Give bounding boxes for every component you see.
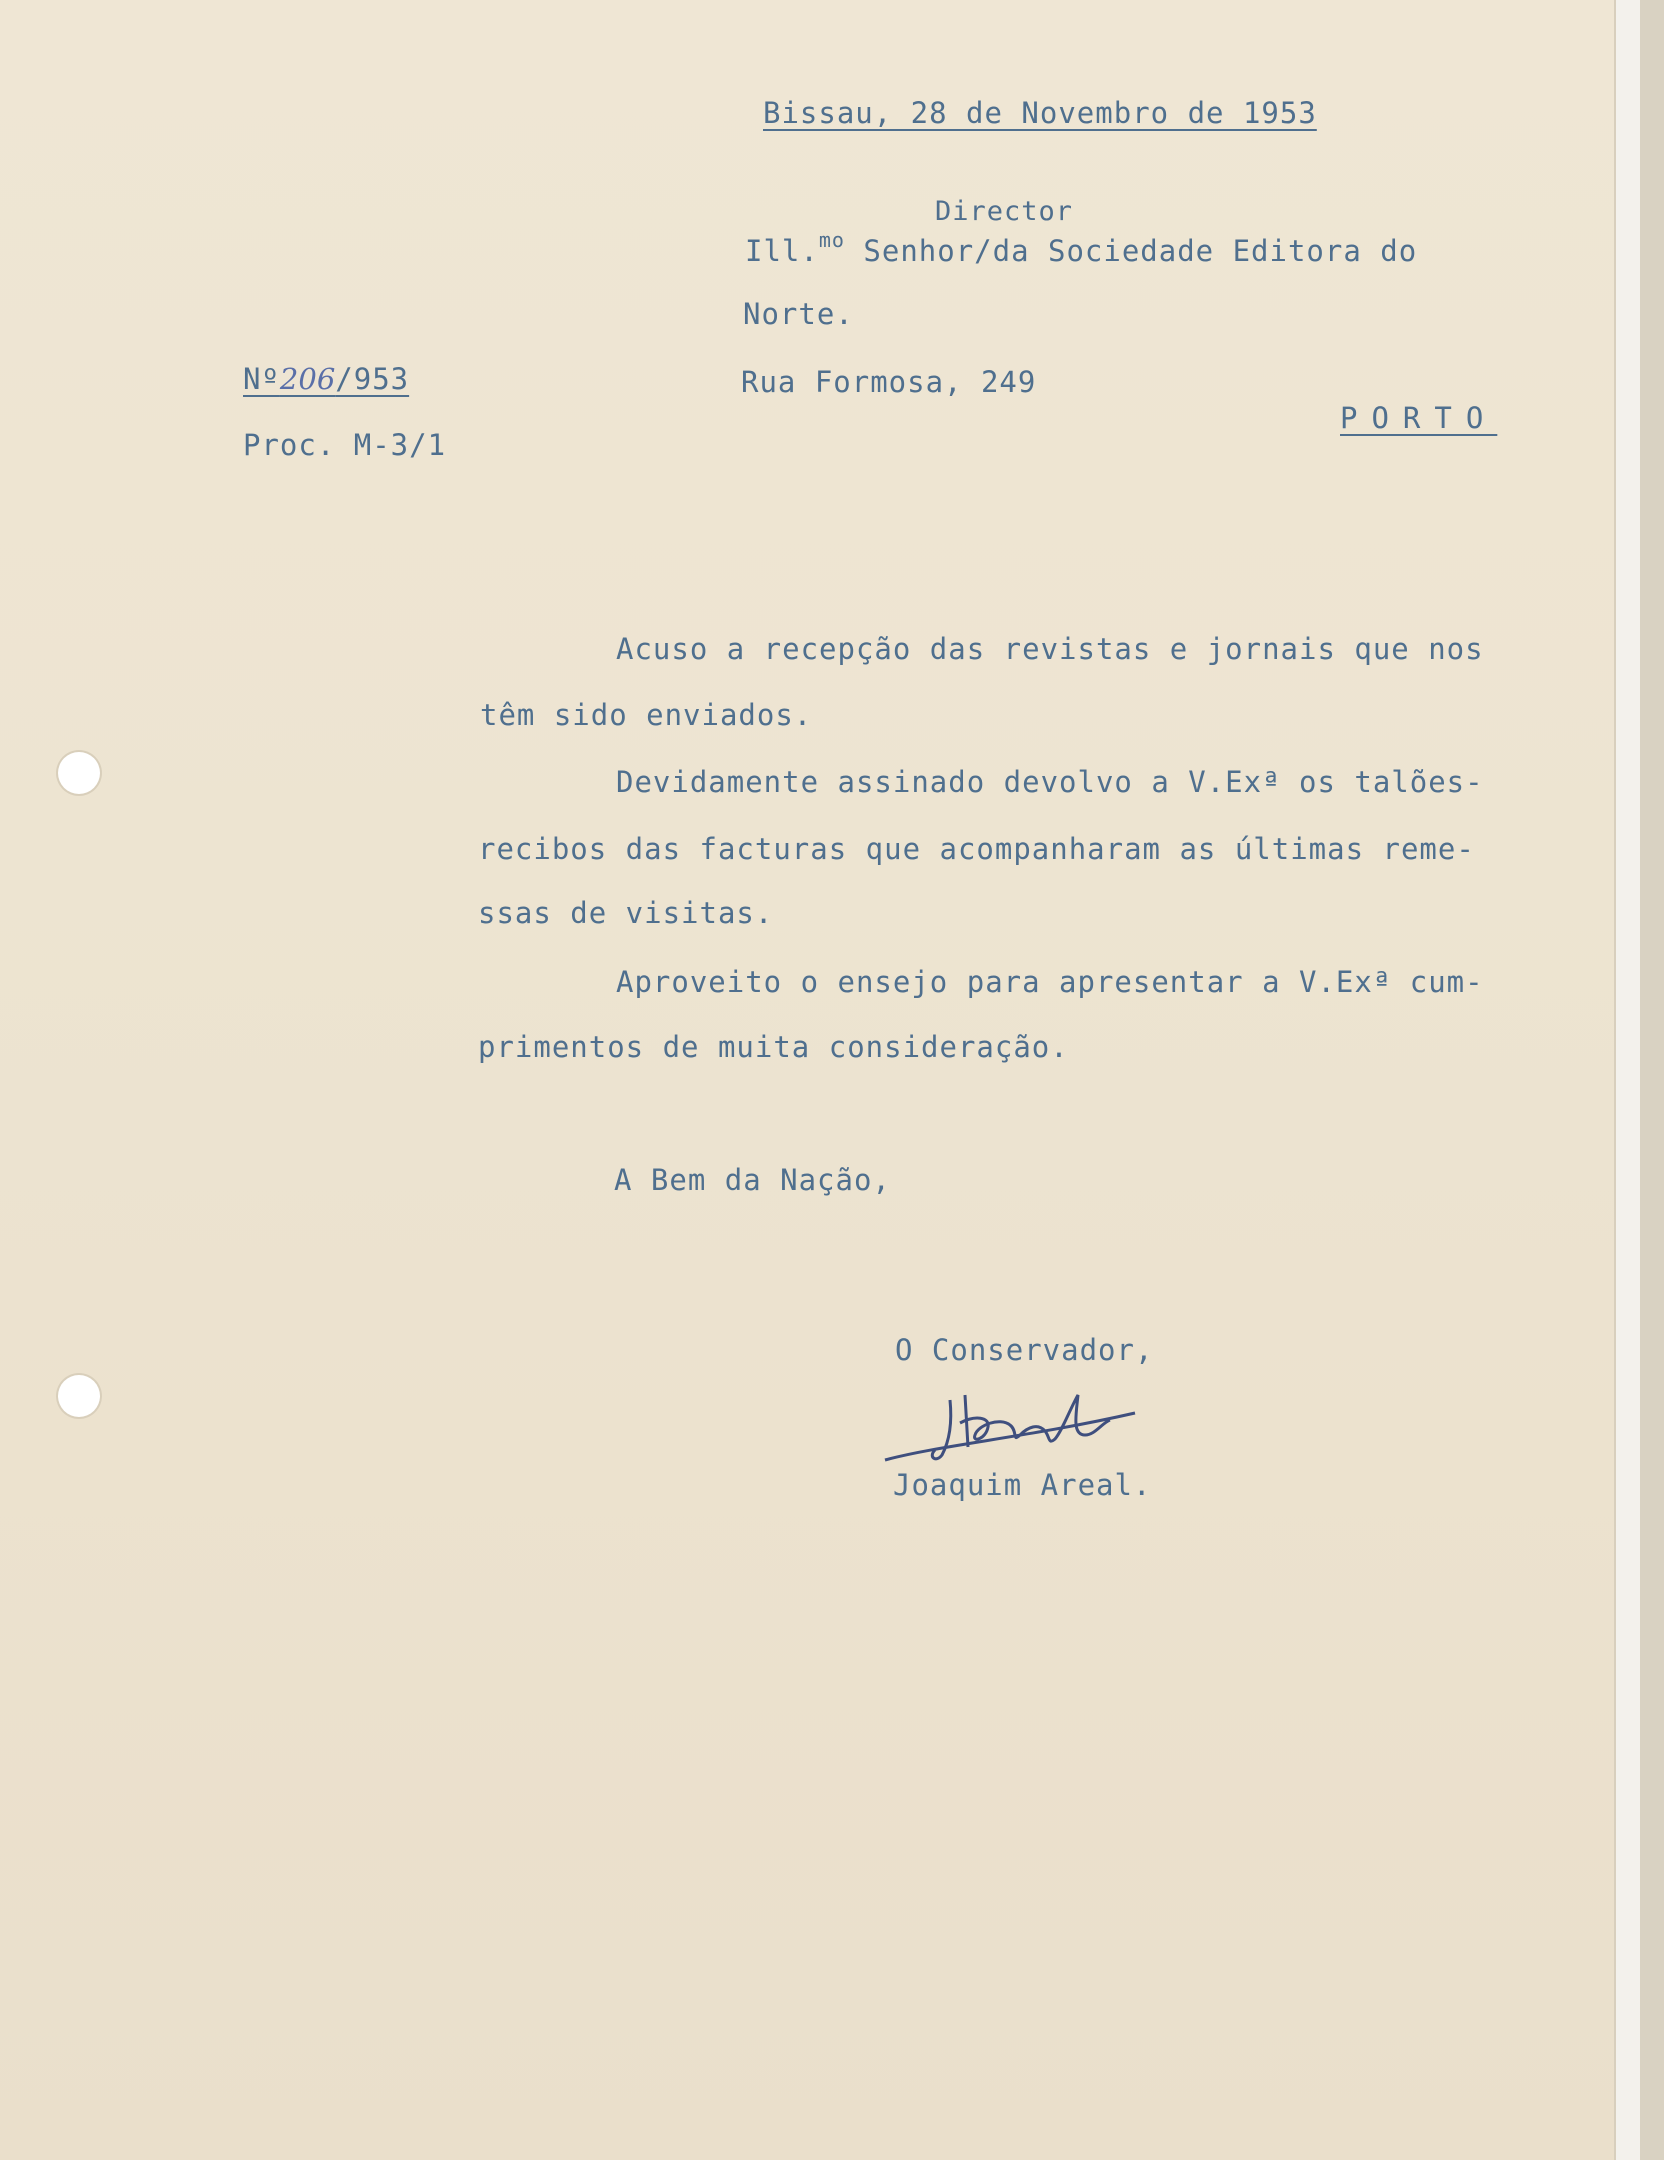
body-p2-line3: ssas de visitas. <box>478 896 774 930</box>
number-prefix: Nº <box>243 362 280 396</box>
body-p3-line1: Aproveito o ensejo para apresentar a V.Exª cum- <box>616 965 1484 999</box>
page-edge <box>1614 0 1640 2160</box>
process-reference: Proc. M-3/1 <box>243 428 447 462</box>
number-suffix: /953 <box>335 362 410 396</box>
addressee-street: Rua Formosa, 249 <box>741 365 1037 399</box>
addressee-text: Senhor/da Sociedade Editora do <box>863 234 1418 268</box>
reference-number <box>243 362 409 396</box>
punch-hole-top <box>58 752 100 794</box>
closing-salutation: A Bem da Nação, <box>614 1163 891 1197</box>
signatory-name: Joaquim Areal. <box>893 1468 1152 1502</box>
signature-mark <box>880 1365 1150 1475</box>
body-p1-line2: têm sido enviados. <box>480 698 813 732</box>
body-p2-line1: Devidamente assinado devolvo a V.Exª os talões- <box>616 765 1484 799</box>
body-p3-line2: primentos de muita consideração. <box>478 1030 1069 1064</box>
punch-hole-bottom <box>58 1375 100 1417</box>
body-p1-line1: Acuso a recepção das revistas e jornais que nos <box>616 632 1484 666</box>
addressee-city: PORTO <box>1340 401 1498 435</box>
number-handwritten: 206 <box>279 362 336 396</box>
title-superscript: mo <box>818 228 845 252</box>
addressee-insertion: Director <box>935 196 1074 227</box>
addressee-line1 <box>745 228 1418 268</box>
body-p2-line2: recibos das facturas que acompanharam as últimas reme- <box>478 832 1475 866</box>
addressee-line2: Norte. <box>743 297 854 331</box>
title-prefix: Ill. <box>745 234 819 268</box>
closing-role: O Conservador, <box>895 1333 1154 1367</box>
place-date: Bissau, 28 de Novembro de 1953 <box>763 96 1317 130</box>
